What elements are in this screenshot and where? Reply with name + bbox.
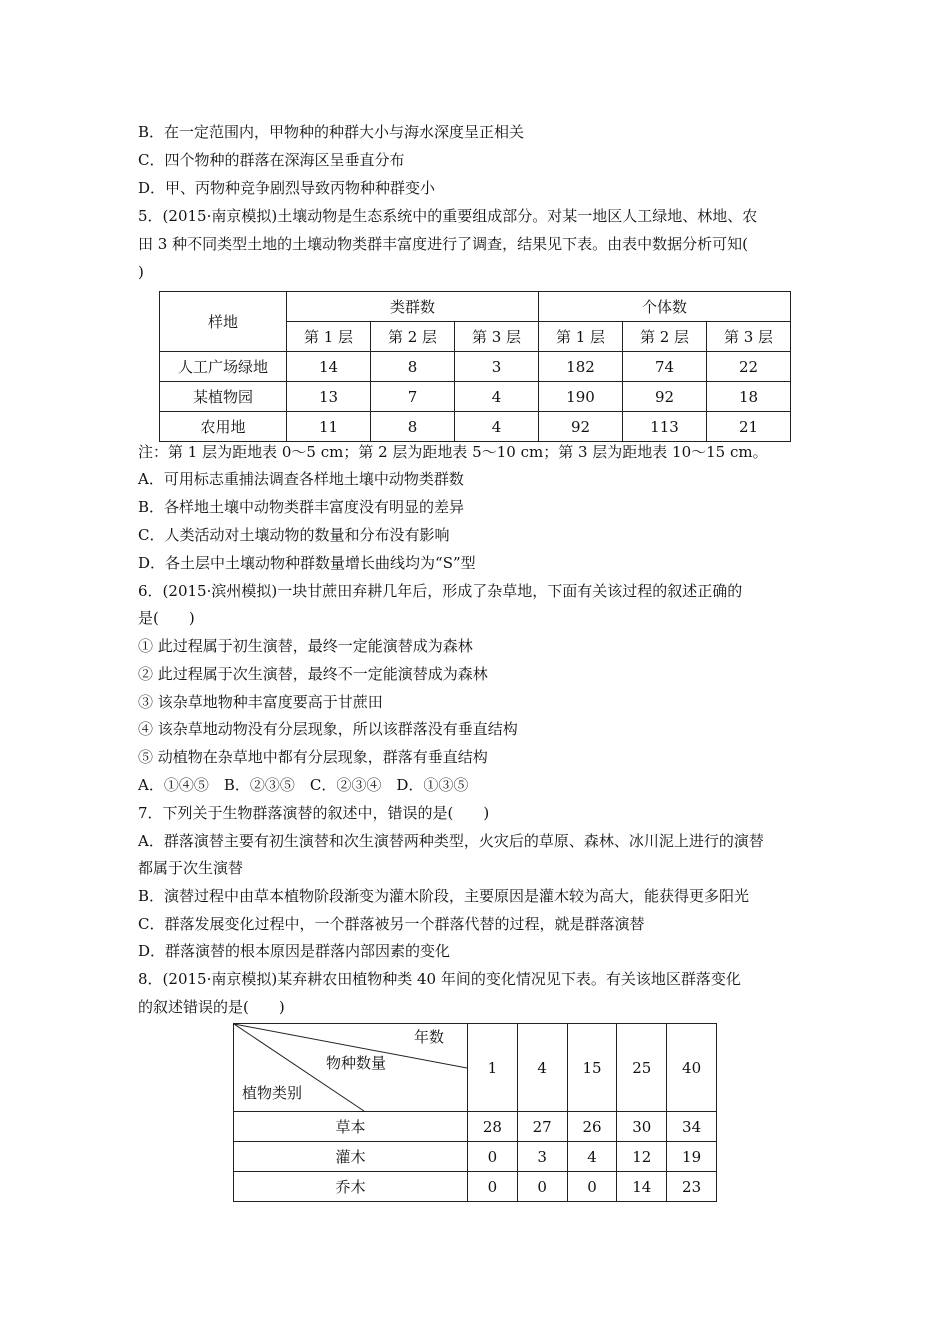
q5-value-cell: 113	[623, 412, 707, 442]
q5-value-cell: 4	[455, 412, 539, 442]
q8-value-cell: 26	[567, 1112, 617, 1142]
q5-value-cell: 92	[623, 382, 707, 412]
q8-value-cell: 34	[667, 1112, 717, 1142]
q7-option-d: D．群落演替的根本原因是群落内部因素的变化	[138, 942, 451, 960]
q5-value-cell: 22	[707, 352, 791, 382]
q4-option-c: C．四个物种的群落在深海区呈垂直分布	[138, 151, 405, 169]
table-row	[234, 1142, 717, 1172]
q5-table	[159, 291, 791, 442]
q5-group-header: 类群数	[287, 292, 539, 322]
q8-stem-line2: 的叙述错误的是( )	[138, 998, 285, 1016]
q8-value-cell: 0	[517, 1172, 567, 1202]
q5-layer-header: 第 3 层	[707, 322, 791, 352]
q8-year-header: 15	[567, 1024, 617, 1112]
q6-stem-line2: 是( )	[138, 609, 195, 627]
q8-year-header: 40	[667, 1024, 717, 1112]
q5-option-b: B．各样地土壤中动物类群丰富度没有明显的差异	[138, 498, 465, 516]
q7-option-a: A．群落演替主要有初生演替和次生演替两种类型，火灾后的草原、森林、冰川泥上进行的演替	[138, 832, 764, 850]
q5-site-header: 样地	[160, 292, 287, 352]
q6-item-3: ③ 该杂草地物种丰富度要高于甘蔗田	[138, 693, 383, 711]
q8-type-cell: 草本	[234, 1112, 468, 1142]
q5-option-d: D．各土层中土壤动物种群数量增长曲线均为“S”型	[138, 554, 476, 572]
table-row	[234, 1172, 717, 1202]
q5-option-a: A．可用标志重捕法调查各样地土壤中动物类群数	[138, 470, 464, 488]
q5-layer-header: 第 3 层	[455, 322, 539, 352]
q8-type-cell: 灌木	[234, 1142, 468, 1172]
table-row	[160, 352, 791, 382]
q6-item-2: ② 此过程属于次生演替，最终不一定能演替成为森林	[138, 665, 488, 683]
q5-layer-header: 第 1 层	[287, 322, 371, 352]
q7-option-a-cont: 都属于次生演替	[138, 859, 244, 877]
q8-value-cell: 28	[468, 1112, 518, 1142]
q5-layer-header: 第 1 层	[539, 322, 623, 352]
q7-option-b: B．演替过程中由草本植物阶段渐变为灌木阶段，主要原因是灌木较为高大，能获得更多阳光	[138, 887, 750, 905]
q5-value-cell: 7	[371, 382, 455, 412]
table-row	[234, 1112, 717, 1142]
q5-value-cell: 182	[539, 352, 623, 382]
q6-item-4: ④ 该杂草地动物没有分层现象，所以该群落没有垂直结构	[138, 720, 518, 738]
q5-site-cell: 农用地	[160, 412, 287, 442]
q5-layer-header: 第 2 层	[623, 322, 707, 352]
q8-year-header: 1	[468, 1024, 518, 1112]
q5-site-cell: 人工广场绿地	[160, 352, 287, 382]
q8-value-cell: 19	[667, 1142, 717, 1172]
q8-value-cell: 0	[567, 1172, 617, 1202]
q8-value-cell: 27	[517, 1112, 567, 1142]
q5-site-cell: 某植物园	[160, 382, 287, 412]
q8-value-cell: 0	[468, 1142, 518, 1172]
q8-value-cell: 12	[617, 1142, 667, 1172]
q5-stem-line1: 5．(2015·南京模拟)土壤动物是生态系统中的重要组成部分。对某一地区人工绿地、林地、农	[138, 207, 758, 225]
q5-value-cell: 190	[539, 382, 623, 412]
q8-diagonal-header	[234, 1024, 468, 1112]
table-row	[160, 382, 791, 412]
q8-value-cell: 23	[667, 1172, 717, 1202]
q5-count-header: 个体数	[539, 292, 791, 322]
q5-note: 注：第 1 层为距地表 0～5 cm；第 2 层为距地表 5～10 cm；第 3 层为距地表 10～15 cm。	[138, 443, 768, 461]
q8-header-count: 物种数量	[326, 1054, 387, 1072]
q8-header-type: 植物类别	[242, 1084, 303, 1102]
q5-value-cell: 13	[287, 382, 371, 412]
q4-option-d: D．甲、丙物种竞争剧烈导致丙物种种群变小	[138, 179, 436, 197]
q5-stem-line3: )	[138, 263, 144, 281]
q5-value-cell: 3	[455, 352, 539, 382]
q5-value-cell: 4	[455, 382, 539, 412]
q8-year-header: 25	[617, 1024, 667, 1112]
q5-value-cell: 21	[707, 412, 791, 442]
q5-value-cell: 92	[539, 412, 623, 442]
q8-value-cell: 4	[567, 1142, 617, 1172]
q6-item-1: ① 此过程属于初生演替，最终一定能演替成为森林	[138, 637, 473, 655]
q8-value-cell: 14	[617, 1172, 667, 1202]
q8-type-cell: 乔木	[234, 1172, 468, 1202]
q8-table	[233, 1023, 717, 1202]
q5-option-c: C．人类活动对土壤动物的数量和分布没有影响	[138, 526, 450, 544]
q5-value-cell: 14	[287, 352, 371, 382]
table-row	[160, 412, 791, 442]
q5-stem-line2: 田 3 种不同类型土地的土壤动物类群丰富度进行了调查，结果见下表。由表中数据分析可知(	[138, 235, 748, 253]
q8-header-year: 年数	[414, 1028, 445, 1046]
q6-item-5: ⑤ 动植物在杂草地中都有分层现象，群落有垂直结构	[138, 748, 488, 766]
q5-layer-header: 第 2 层	[371, 322, 455, 352]
q8-value-cell: 0	[468, 1172, 518, 1202]
q5-value-cell: 74	[623, 352, 707, 382]
q7-stem: 7．下列关于生物群落演替的叙述中，错误的是( )	[138, 804, 490, 822]
q6-choices: A．①④⑤ B．②③⑤ C．②③④ D．①③⑤	[138, 776, 469, 794]
q6-stem-line1: 6．(2015·滨州模拟)一块甘蔗田弃耕几年后，形成了杂草地，下面有关该过程的叙述正确的	[138, 582, 743, 600]
q8-stem-line1: 8．(2015·南京模拟)某弃耕农田植物种类 40 年间的变化情况见下表。有关该地区群落变化	[138, 970, 741, 988]
q8-year-header: 4	[517, 1024, 567, 1112]
q8-value-cell: 30	[617, 1112, 667, 1142]
q5-value-cell: 11	[287, 412, 371, 442]
q5-value-cell: 8	[371, 412, 455, 442]
q4-option-b: B．在一定范围内，甲物种的种群大小与海水深度呈正相关	[138, 123, 525, 141]
q5-value-cell: 8	[371, 352, 455, 382]
q8-value-cell: 3	[517, 1142, 567, 1172]
q7-option-c: C．群落发展变化过程中，一个群落被另一个群落代替的过程，就是群落演替	[138, 915, 645, 933]
q5-value-cell: 18	[707, 382, 791, 412]
